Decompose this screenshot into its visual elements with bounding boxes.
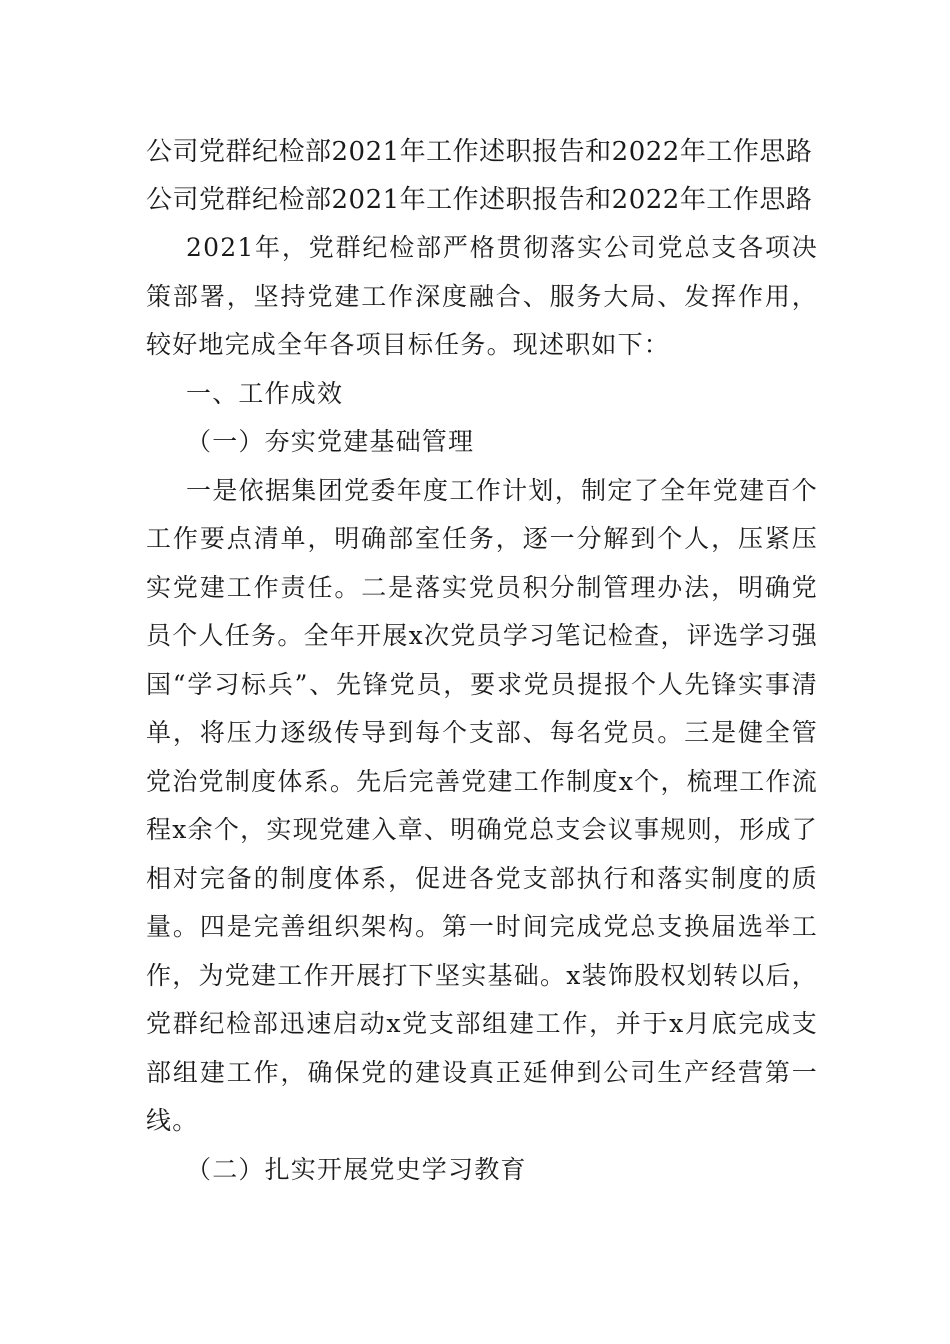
document-title: 公司党群纪检部2021年工作述职报告和2022年工作思路 xyxy=(146,137,813,167)
subsection-heading-party-history: （二）扎实开展党史学习教育 xyxy=(186,1154,527,1184)
intro-paragraph: 2021年，党群纪检部严格贯彻落实公司党总支各项决策部署，坚持党建工作深度融合、服务大局、发挥作用，较好地完成全年各项目标任务。现述职如下： xyxy=(146,233,818,359)
subsection-heading-party-foundation: （一）夯实党建基础管理 xyxy=(186,427,475,456)
section-heading-achievements: 一、工作成效 xyxy=(186,378,344,408)
subsection-body-party-foundation: 一是依据集团党委年度工作计划，制定了全年党建百个工作要点清单，明确部室任务，逐一分解到个人，压紧压实党建工作责任。二是落实党员积分制管理办法，明确党员个人任务。全年开展x次党员学习笔记检查，评选学习强国“学习标兵”、先锋党员，要求党员提报个人先锋实事清单，将压力逐级传导到每个支部、每名党员。三是健全管党治党制度体系。先后完善党建工作制度x个，梳理工作流程x余个，实现党建入章、明确党总支会议事规则，形成了相对完备的制度体系，促进各党支部执行和落实制度的质量。四是完善组织架构。第一时间完成党总支换届选举工作，为党建工作开展打下坚实基础。x装饰股权划转以后，党群纪检部迅速启动x党支部组建工作，并于x月底完成支部组建工作，确保党的建设真正延伸到公司生产经营第一线。 xyxy=(146,475,818,1135)
document-body xyxy=(146,128,818,1194)
document-title-repeat: 公司党群纪检部2021年工作述职报告和2022年工作思路 xyxy=(146,185,813,215)
